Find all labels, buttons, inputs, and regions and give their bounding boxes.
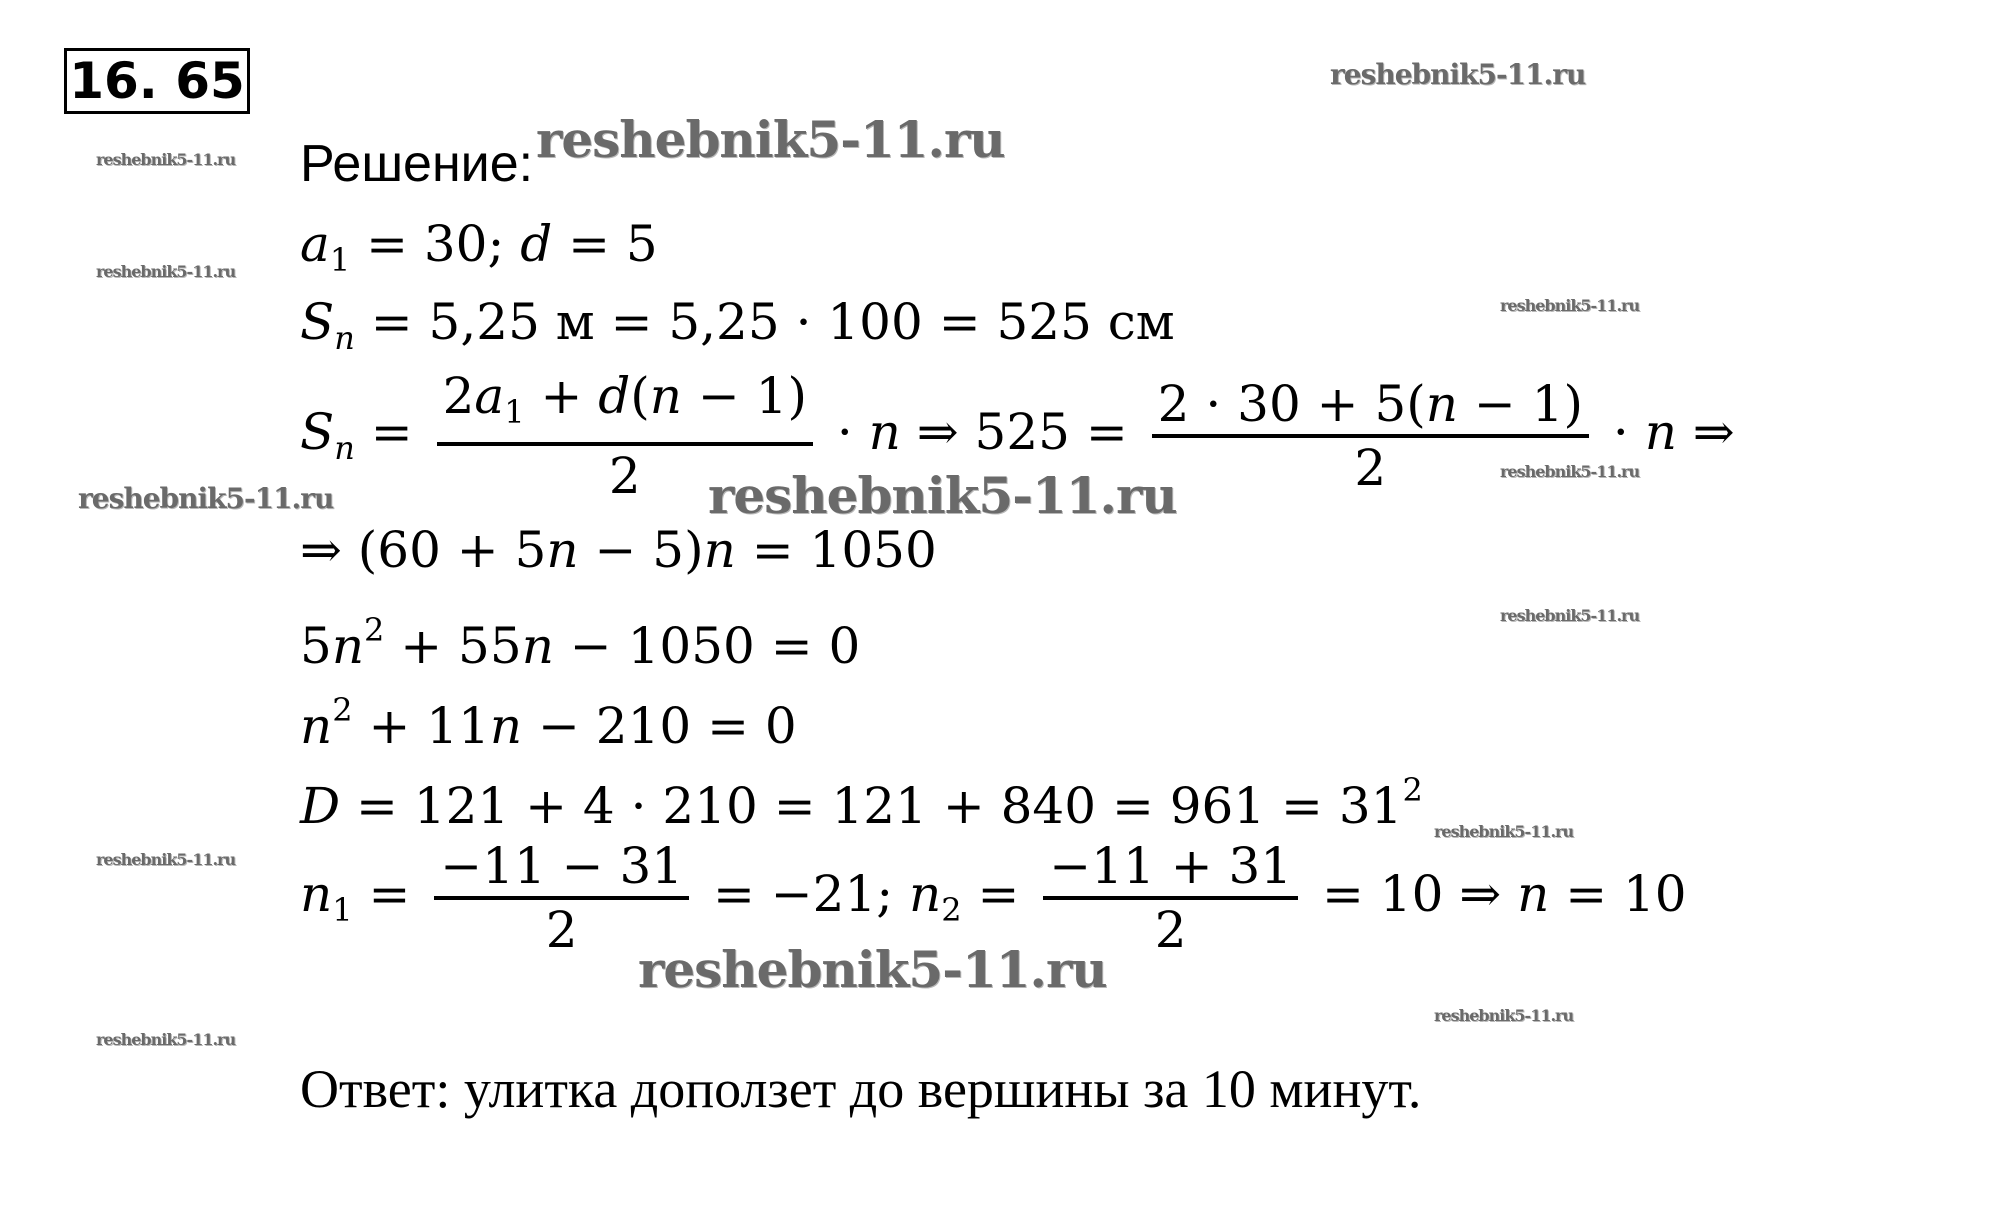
var-n: n [334, 429, 355, 467]
equation-line-8: $n_1$ = $\frac{-11 - 31}{2}$ = −21; $n_2$ = $\frac{-11 + 31}{2}$ = 10 ⇒ n = 10 [300, 837, 1687, 959]
equation-line-6: $n^2 + 11n - 210 = 0$ [300, 691, 797, 755]
numerator: $2a_1 + d(n - 1)$ [442, 367, 807, 431]
var-a: a [300, 215, 330, 273]
text: = [354, 403, 429, 461]
watermark: reshebnik5-11.ru [1500, 462, 1640, 481]
watermark: reshebnik5-11.ru [1434, 822, 1574, 841]
equation-line-2 [300, 292, 1175, 368]
watermark: reshebnik5-11.ru [1434, 1006, 1574, 1025]
equation-line-3: $S_n$ = $\frac{2a_1 + d(n - 1)}{2}$ · n ⇒ 525 = $\frac{2 \cdot 30 + 5(n - 1)}{2}$ · n ⇒ [300, 367, 1735, 505]
watermark: reshebnik5-11.ru [638, 940, 1107, 999]
equation-line-4: ⇒ (60 + 5n − 5)n = 1050 [300, 521, 937, 579]
watermark: reshebnik5-11.ru [1500, 296, 1640, 315]
denominator: 2 [1152, 434, 1589, 498]
fraction-4: $\frac{-11 + 31}{2}$ [1043, 836, 1298, 960]
var-d: d [520, 215, 553, 273]
equation-line-1 [300, 214, 658, 290]
watermark: reshebnik5-11.ru [96, 850, 236, 869]
var-s: S [300, 293, 335, 351]
equation-line-7: $D = 121 + 4 \cdot 210 = 121 + 840 = 961 = 31^2$ [300, 771, 1423, 835]
sub-1: 1 [329, 241, 351, 279]
answer-text: Ответ: улитка доползет до вершины за 10 минут. [300, 1059, 1422, 1119]
numerator: 2 · 30 + 5(n − 1) [1157, 375, 1583, 433]
var-s: S [300, 403, 335, 461]
fraction-3: $\frac{-11 - 31}{2}$ [434, 836, 689, 960]
watermark: reshebnik5-11.ru [1330, 58, 1586, 91]
text: = 30; [350, 215, 521, 273]
watermark: reshebnik5-11.ru [536, 110, 1005, 169]
equation-line-5: $5n^2 + 55n - 1050 = 0$ [300, 611, 861, 675]
watermark: reshebnik5-11.ru [708, 466, 1177, 525]
watermark: reshebnik5-11.ru [96, 1030, 236, 1049]
watermark: reshebnik5-11.ru [96, 262, 236, 281]
text: = 5,25 м = 5,25 · 100 = 525 см [354, 293, 1175, 351]
solution-label: Решение: [300, 135, 534, 193]
var-n: n [334, 319, 355, 357]
problem-number: 16. 65 [64, 48, 250, 114]
denominator: 2 [437, 442, 813, 506]
watermark: reshebnik5-11.ru [78, 482, 334, 515]
text: = 5 [552, 215, 658, 273]
watermark: reshebnik5-11.ru [96, 150, 236, 169]
watermark: reshebnik5-11.ru [1500, 606, 1640, 625]
